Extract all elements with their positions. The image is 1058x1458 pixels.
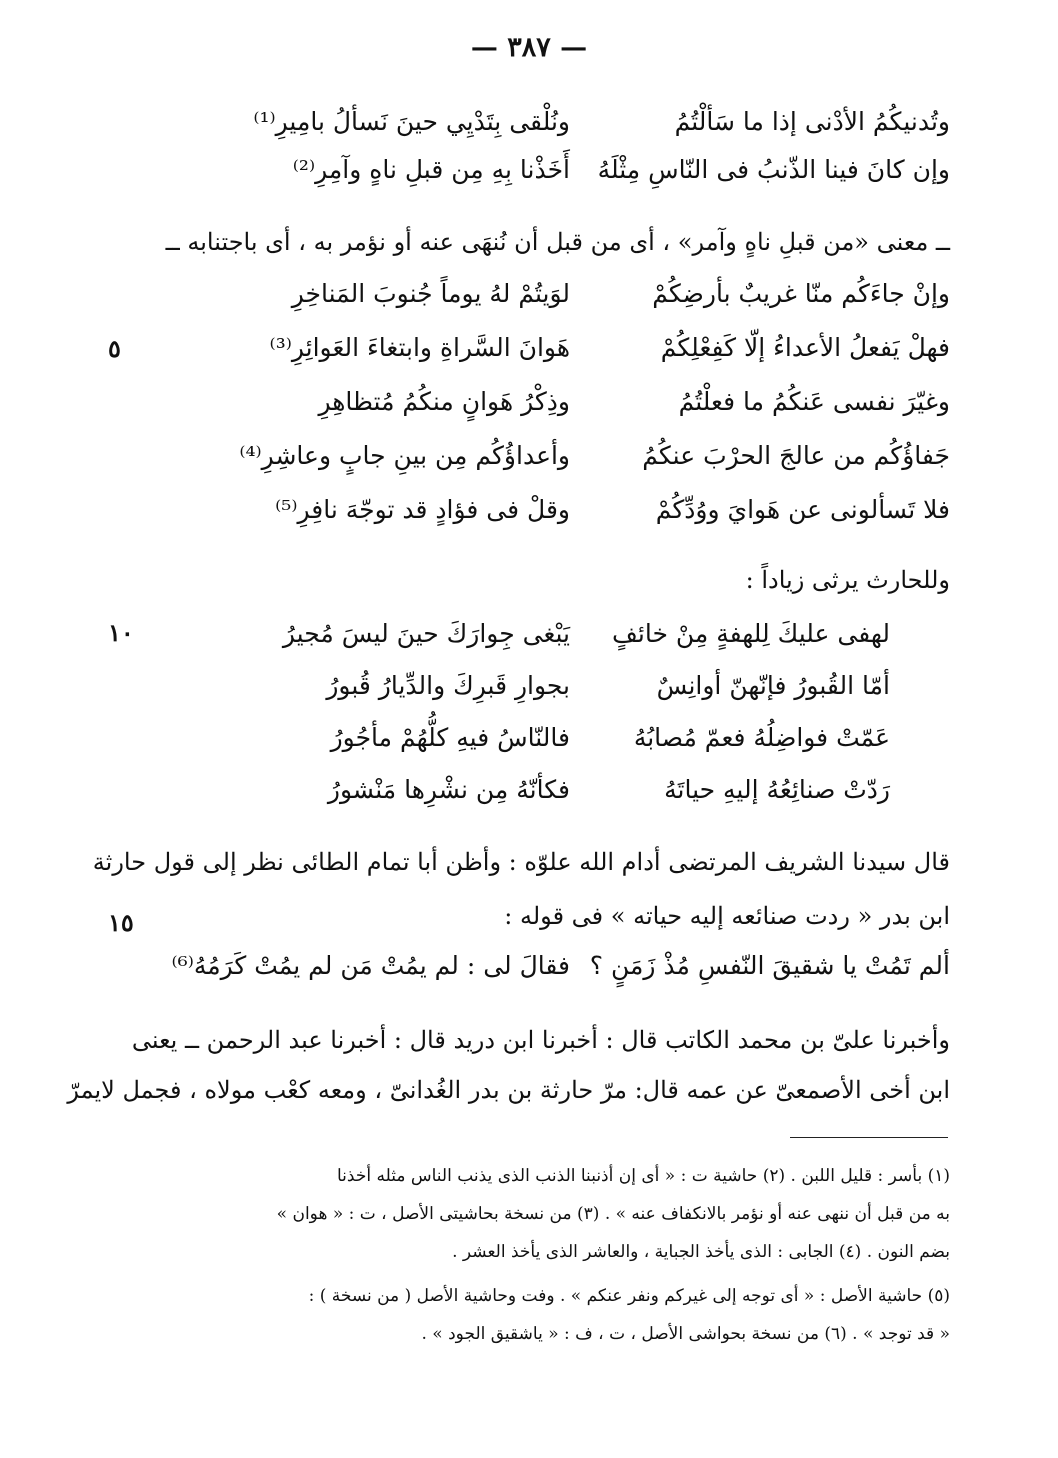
verse-line — [150, 326, 950, 370]
footnote-line: (٥) حاشية الأصل : « أى توجه إلى غيركم ونفر عنكم » . وفت وحاشية الأصل ( من نسخة ) : — [308, 1286, 950, 1306]
verse-line — [150, 768, 950, 812]
verse-line — [150, 612, 950, 656]
verse-second-hemistich: يَبْغى جِوارَكَ حينَ ليسَ مُجيرُ — [282, 619, 570, 648]
line-number: ١٠ — [108, 618, 134, 647]
gloss-line: ــ معنى «من قبلِ ناهٍ وآمر» ، أى من قبل أن نُنهَى عنه أو نؤمر به ، أى باجتنابه ــ — [165, 228, 950, 256]
verse-second-hemistich: وأعداؤُكُم مِن بينِ جابٍ وعاشِرِ⁽⁴⁾ — [239, 441, 570, 470]
verse-second-hemistich: فكأنّهُ مِن نشْرِها مَنْشورُ — [327, 775, 570, 804]
footnote-line: (١) بأسر : قليل اللبن . (٢) حاشية ت : « أى إن أذنبنا الذنب الذى يذنب الناس مثله أخذنا — [336, 1166, 950, 1186]
verse-line — [150, 100, 950, 144]
verse-line — [150, 148, 950, 192]
verse-second-hemistich: فقالَ لى : لم يمُتْ مَن لم يمُتْ كَرَمُهُ⁽⁶⁾ — [171, 951, 570, 980]
verse-first-hemistich: وإن كانَ فينا الذّنبُ فى النّاسِ مِثْلَهُ — [597, 155, 950, 184]
line-number: ١٥ — [108, 908, 134, 937]
verse-line — [150, 944, 950, 988]
verse-second-hemistich: لوَيتُمْ لهُ يوماً جُنوبَ المَناخِرِ — [291, 279, 570, 308]
line-number: ٥ — [108, 334, 121, 363]
verse-second-hemistich: فالنّاسُ فيهِ كلُّهُمْ مأجُورُ — [330, 723, 570, 752]
verse-first-hemistich: عَمّتْ فواضِلُهُ فعمّ مُصابُهُ — [633, 723, 890, 752]
footnote-rule — [790, 1137, 948, 1138]
verse-second-hemistich: ونُلْقى بِتَدْيِي حينَ نَسألُ بامِيرِ⁽¹⁾ — [253, 107, 570, 136]
verse-first-hemistich: جَفاؤُكُم من عالجَ الحرْبَ عنكُمُ — [642, 441, 950, 470]
verse-first-hemistich: ألم تَمُتْ يا شقيقَ النّفسِ مُذْ زَمَنٍ ؟ — [589, 951, 950, 980]
verse-first-hemistich: وإنْ جاءَكُم منّا غريبٌ بأرضِكُمْ — [652, 279, 950, 308]
verse-line — [150, 716, 950, 760]
prose-line: قال سيدنا الشريف المرتضى أدام الله علوّه : وأظن أبا تمام الطائى نظر إلى قول حارثة — [92, 848, 950, 876]
verse-first-hemistich: فلا تَسألونى عن هَوايَ ووُدِّكُمْ — [655, 495, 950, 524]
intro-line: وللحارث يرثى زياداً : — [745, 566, 950, 594]
footnote-line: بضم النون . (٤) الجابى : الذى يأخذ الجباية ، والعاشر الذى يأخذ العشر . — [452, 1242, 950, 1262]
verse-second-hemistich: وذِكْرُ هَوانٍ منكُمُ مُتظاهِرِ — [318, 387, 570, 416]
verse-first-hemistich: رَدّتْ صنائِعُهُ إليهِ حياتَهُ — [664, 775, 890, 804]
verse-first-hemistich: أمّا القُبورُ فإنّهنّ أوانِسٌ — [656, 671, 890, 700]
verse-line — [150, 272, 950, 316]
prose-line: ابن بدر « ردت صنائعه إليه حياته » فى قوله : — [504, 902, 950, 930]
verse-first-hemistich: لهفى عليكَ لِلهفةٍ مِنْ خائفٍ — [611, 619, 890, 648]
verse-second-hemistich: بجوارِ قَبرِكَ والدِّيارُ قُبورُ — [326, 671, 570, 700]
verse-second-hemistich: هَوانَ السَّراةِ وابتغاءَ العَوائِرِ⁽³⁾ — [269, 333, 570, 362]
verse-line — [150, 380, 950, 424]
verse-line — [150, 434, 950, 478]
prose-line: ابن أخى الأصمعىّ عن عمه قال: مرّ حارثة بن بدر الغُدانىّ ، ومعه كعْب مولاه ، فجمل لايمرّ — [67, 1076, 950, 1104]
verse-first-hemistich: فهلْ يَفعلُ الأعداءُ إلّا كَفِعْلِكُمْ — [660, 333, 950, 362]
verse-first-hemistich: وغيّرَ نفسى عَنكُمُ ما فعلْتُمُ — [678, 387, 950, 416]
verse-second-hemistich: وقلْ فى فؤادٍ قد توجّهَ نافِرِ⁽⁵⁾ — [275, 495, 570, 524]
prose-line: وأخبرنا علىّ بن محمد الكاتب قال : أخبرنا ابن دريد قال : أخبرنا عبد الرحمن ــ يعنى — [131, 1026, 950, 1054]
verse-line — [150, 488, 950, 532]
page-number: — ٣٨٧ — — [470, 32, 588, 63]
verse-first-hemistich: وتُدنيكُمُ الأدْنى إذا ما سَألْتُمُ — [674, 107, 950, 136]
footnote-line: « قد توجد » . (٦) من نسخة بحواشى الأصل ، ت ، ف : « ياشقيق الجود » . — [421, 1324, 950, 1344]
verse-line — [150, 664, 950, 708]
footnote-line: به من قبل أن ننهى عنه أو نؤمر بالانكفاف عنه » . (٣) من نسخة بحاشيتى الأصل ، ت : « هوان » — [276, 1204, 950, 1224]
verse-second-hemistich: أَخَذْنا بِهِ مِن قبلِ ناهٍ وآمِرِ⁽²⁾ — [292, 155, 570, 184]
